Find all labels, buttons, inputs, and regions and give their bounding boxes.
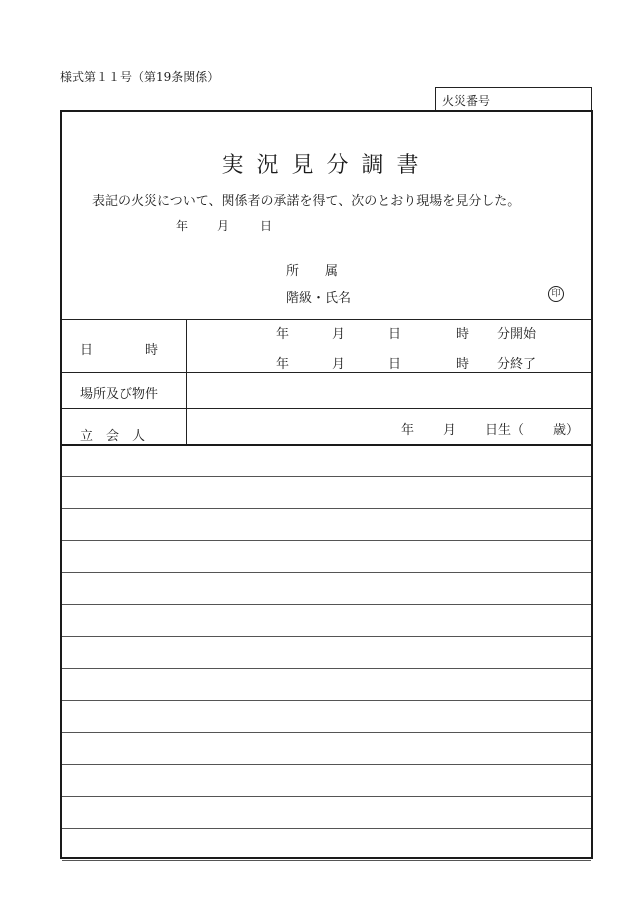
end-minute: 分終了: [497, 357, 537, 372]
end-year: 年: [276, 357, 290, 372]
witness-label: 立 会 人: [80, 429, 146, 444]
location-label: 場所及び物件: [80, 387, 159, 402]
rank-name-label: 階級・氏名: [286, 291, 352, 306]
end-hour: 時: [456, 357, 470, 372]
start-year: 年: [276, 327, 290, 342]
ruled-line: [62, 734, 591, 765]
start-minute: 分開始: [497, 327, 537, 342]
ruled-line: [62, 798, 591, 829]
form-code: 様式第１１号（第19条関係）: [60, 70, 220, 84]
witness-birth-year: 年: [401, 423, 415, 438]
end-month: 月: [332, 357, 346, 372]
ruled-line: [62, 638, 591, 669]
ruled-line: [62, 574, 591, 605]
datetime-label: 日 時: [80, 343, 159, 358]
divider: [62, 372, 591, 373]
witness-birth-day: 日生（: [485, 423, 525, 438]
seal-mark: 印: [548, 286, 564, 302]
report-date-year: 年: [176, 219, 189, 233]
affiliation-label: 所 属: [286, 264, 339, 279]
divider: [62, 408, 591, 409]
label-column-divider: [186, 320, 187, 444]
ruled-line: [62, 542, 591, 573]
ruled-line: [62, 446, 591, 477]
start-month: 月: [332, 327, 346, 342]
statement-text: 表記の火災について、関係者の承諾を得て、次のとおり現場を見分した。: [92, 194, 521, 209]
report-date-day: 日: [260, 219, 273, 233]
location-field[interactable]: [188, 374, 590, 406]
ruled-line: [62, 606, 591, 637]
ruled-line: [62, 830, 591, 861]
witness-age: 歳）: [553, 423, 580, 438]
start-hour: 時: [456, 327, 470, 342]
ruled-line: [62, 670, 591, 701]
start-day: 日: [388, 327, 402, 342]
end-day: 日: [388, 357, 402, 372]
fire-number-box[interactable]: [435, 87, 592, 111]
divider: [62, 319, 591, 320]
ruled-line: [62, 478, 591, 509]
report-date-month: 月: [217, 219, 230, 233]
inspection-report-form: [60, 110, 593, 859]
witness-birth-month: 月: [443, 423, 457, 438]
document-title: 実況見分調書: [221, 153, 432, 178]
ruled-line: [62, 510, 591, 541]
fire-number-label: 火災番号: [442, 94, 491, 108]
ruled-line: [62, 702, 591, 733]
ruled-line: [62, 766, 591, 797]
